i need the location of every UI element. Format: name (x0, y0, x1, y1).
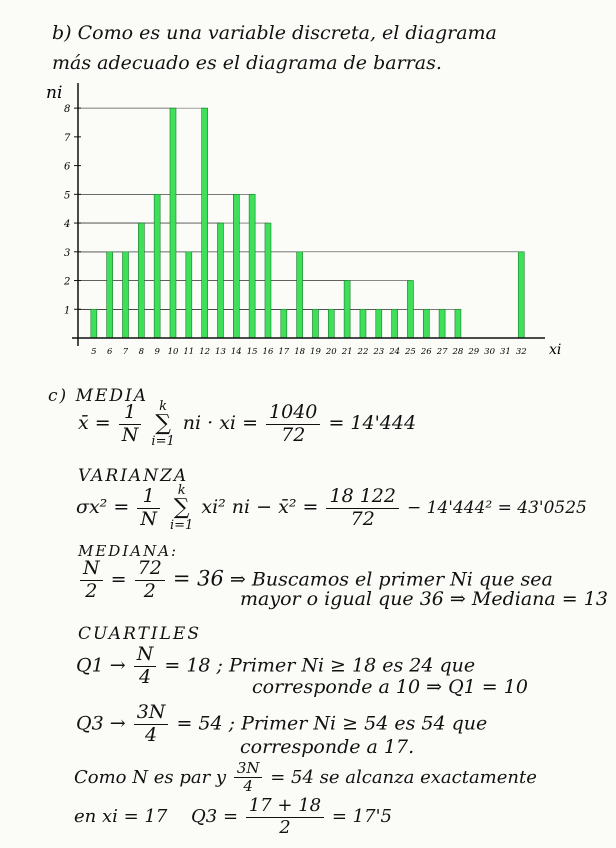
x-tick-label: 6 (106, 347, 113, 357)
x-tick-label: 16 (262, 347, 274, 357)
media-lhs: x̄ = (78, 412, 111, 434)
bar (249, 194, 255, 338)
media-result: = 14'444 (328, 412, 417, 434)
y-tick-label: 2 (64, 276, 71, 288)
q1-line2: corresponde a 10 ⇒ Q1 = 10 (252, 676, 528, 698)
mediana-text1: ⇒ Buscamos el primer Ni que sea (229, 568, 553, 591)
q1-line1: Q1 → $\frac{N}{4}$ = 18 ; Primer Ni ≥ 18 es 24 que (76, 643, 476, 688)
y-tick-label: 8 (64, 104, 71, 116)
x-tick-label: 17 (278, 347, 290, 357)
bar (518, 252, 524, 338)
y-axis-label: ni (46, 83, 63, 103)
bar (202, 108, 208, 338)
bar (423, 309, 429, 338)
bar (233, 194, 239, 338)
y-tick-label: 5 (64, 190, 71, 202)
x-tick-label: 19 (310, 347, 321, 357)
x-tick-label: 18 (294, 347, 306, 357)
x-tick-label: 26 (420, 347, 432, 357)
media-label: MEDIA (75, 386, 149, 406)
var-minus: − x̄² = (256, 496, 319, 518)
x-tick-label: 29 (468, 347, 480, 357)
media-fraction: $\frac{1040}{72}$ (266, 402, 320, 447)
x-tick-label: 10 (167, 347, 179, 357)
media-formula: x̄ = $\frac{1}{N}$ k ∑ i=1 ni · xi = $\frac{1040}{72}$ = 14'444 (78, 399, 417, 449)
bar (122, 252, 128, 338)
q1-text1: ; Primer Ni ≥ 18 es 24 que (216, 654, 476, 677)
bar-chart (0, 0, 616, 380)
var-result: − 14'444² = 43'0525 (407, 498, 587, 518)
x-tick-label: 23 (373, 347, 385, 357)
one-over-n: $\frac{1}{N}$ (119, 402, 142, 447)
var-fraction: $\frac{18 122}{72}$ (326, 486, 398, 531)
final-line2: en xi = 17 Q3 = $\frac{17 + 18}{2}$ = 17'5 (74, 795, 392, 838)
bar (328, 309, 334, 338)
varianza-formula: σx² = $\frac{1}{N}$ k ∑ i=1 xi² ni − x̄² = $\frac{18 122}{72}$ − 14'444² = 43'0525 (76, 483, 587, 533)
x-tick-label: 21 (341, 347, 353, 357)
x-tick-label: 7 (122, 347, 129, 357)
sum-symbol: k ∑ i=1 (151, 399, 175, 449)
bar (91, 309, 97, 338)
x-tick-label: 24 (389, 347, 401, 357)
bar (344, 281, 350, 338)
bar (376, 309, 382, 338)
x-tick-label: 5 (91, 347, 97, 357)
y-tick-label: 7 (64, 132, 71, 144)
mediana-line1: $\frac{N}{2}$ = $\frac{72}{2}$ = 36 ⇒ Buscamos el primer Ni que sea (78, 558, 553, 603)
bar (312, 309, 318, 338)
y-tick-label: 6 (64, 161, 71, 173)
x-tick-label: 15 (246, 347, 258, 357)
y-tick-label: 4 (64, 219, 71, 231)
x-tick-label: 20 (325, 347, 337, 357)
cuartiles-label: CUARTILES (78, 624, 201, 644)
bar (360, 309, 366, 338)
varianza-label: VARIANZA (78, 466, 189, 486)
x-tick-label: 27 (436, 347, 448, 357)
final-line1: Como N es par y $\frac{3N}{4}$ = 54 se alcanza exactamente (74, 759, 537, 796)
bar (138, 223, 144, 338)
q3-line1: Q3 → $\frac{3N}{4}$ = 54 ; Primer Ni ≥ 54 es 54 que (76, 701, 488, 746)
var-term: xi² ni (201, 496, 251, 518)
x-tick-label: 12 (199, 347, 211, 357)
bar (217, 223, 223, 338)
x-tick-label: 14 (230, 347, 242, 357)
x-tick-label: 31 (500, 347, 511, 357)
media-term: ni · xi (182, 412, 237, 434)
bar (281, 309, 287, 338)
bar (107, 252, 113, 338)
sum-symbol: k ∑ i=1 (169, 483, 194, 533)
mediana-line2: mayor o igual que 36 ⇒ Mediana = 13 (240, 588, 608, 610)
mediana-label: MEDIANA: (78, 542, 179, 560)
bar (170, 108, 176, 338)
bar (297, 252, 303, 338)
bar (154, 194, 160, 338)
x-tick-label: 28 (452, 347, 464, 357)
x-tick-label: 22 (357, 347, 369, 357)
x-tick-label: 25 (405, 347, 416, 357)
q3-line2: corresponde a 17. (240, 736, 415, 758)
bar (455, 309, 461, 338)
bar (439, 309, 445, 338)
x-tick-label: 30 (484, 347, 496, 357)
x-tick-label: 8 (138, 347, 145, 357)
x-tick-label: 13 (215, 347, 226, 357)
x-axis-label: xi (549, 342, 562, 358)
x-tick-label: 9 (154, 347, 160, 357)
q3-text1: ; Primer Ni ≥ 54 es 54 que (228, 712, 488, 735)
var-lhs: σx² = (76, 496, 130, 518)
section-b-line1: b) Como es una variable discreta, el diagrama (52, 22, 497, 44)
bar (407, 281, 413, 338)
x-tick-label: 32 (515, 347, 527, 357)
section-b-line2: más adecuado es el diagrama de barras. (52, 52, 442, 74)
y-tick-label: 3 (64, 247, 71, 259)
y-tick-label: 1 (64, 305, 71, 317)
bar (186, 252, 192, 338)
c-letter: c) (48, 386, 69, 406)
bar (265, 223, 271, 338)
x-tick-label: 11 (183, 347, 195, 357)
bar (392, 309, 398, 338)
